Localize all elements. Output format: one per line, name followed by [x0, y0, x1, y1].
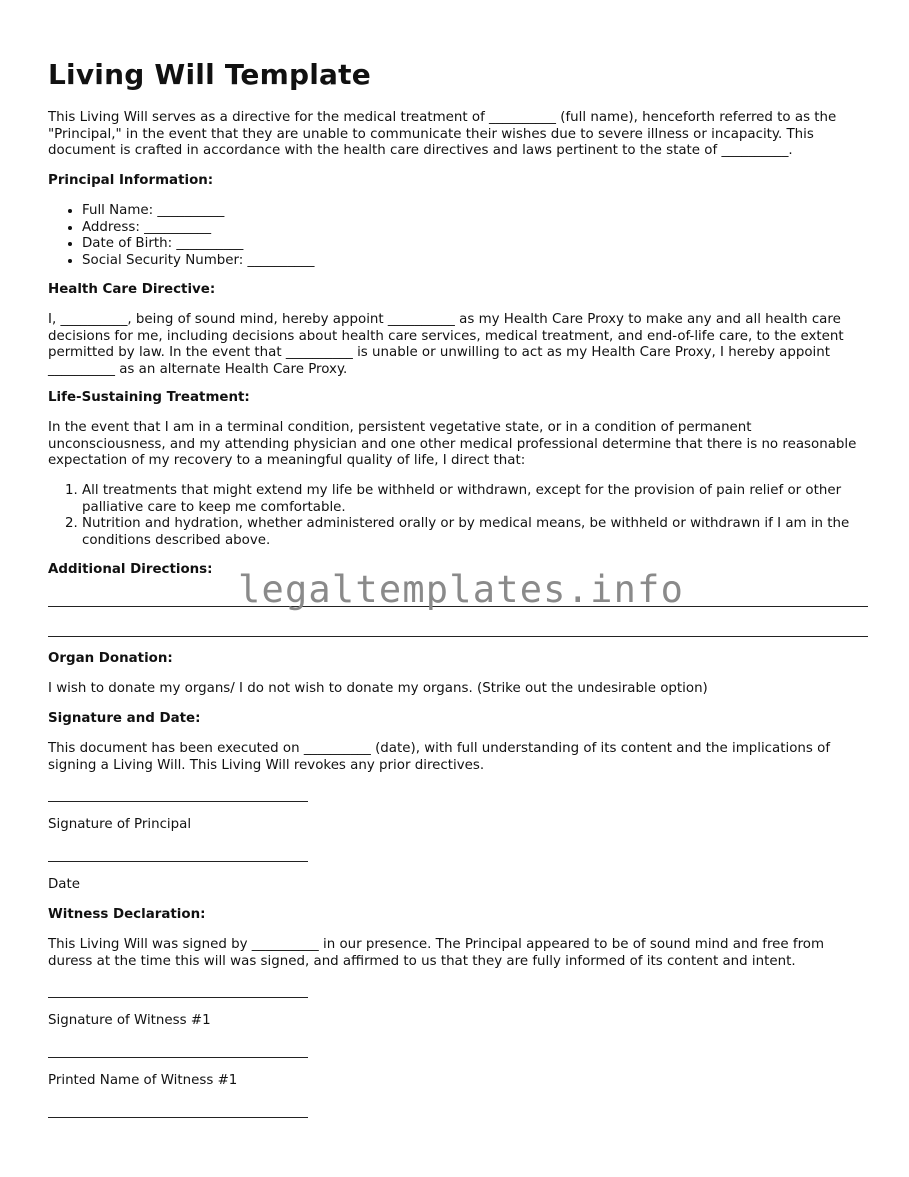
witness1-signature-label: Signature of Witness #1: [48, 1013, 211, 1028]
life-sustaining-text: In the event that I am in a terminal condition, persistent vegetative state, or in a condition of permanent unconsciousness, and my attending physician and one other medical professional determine that there is no reasonable expectation of my recovery to a meaningful quality of life, I direct that:: [48, 420, 857, 468]
additional-directions-heading: Additional Directions:: [48, 562, 213, 577]
witness-heading: Witness Declaration:: [48, 907, 206, 922]
principal-info-list: [48, 203, 902, 269]
signature-date-heading: Signature and Date:: [48, 711, 201, 726]
organ-donation-text: I wish to donate my organs/ I do not wish to donate my organs. (Strike out the undesirable option): [48, 681, 708, 696]
principal-info-heading: Principal Information:: [48, 173, 214, 188]
list-item: • Social Security Number: __________: [82, 253, 902, 270]
watermark: legaltemplates.info: [238, 568, 685, 611]
principal-signature-label: Signature of Principal: [48, 817, 192, 832]
intro-paragraph: This Living Will serves as a directive for the medical treatment of __________ (full name), henceforth referred to as the "Principal," in the event that they are unable to communicate their wishes due to severe illness or incapacity. This document is crafted in accordance with the health care directives and laws pertinent to the state of __________.: [48, 110, 837, 158]
health-care-directive-text: I, __________, being of sound mind, hereby appoint __________ as my Health Care Proxy to make any and all health care decisions for me, including decisions about health care services, medical treatment, and end-of-life care, to the extent permitted by law. In the event that __________ is unable or unwilling to act as my Health Care Proxy, I hereby appoint __________ as an alternate Health Care Proxy.: [48, 312, 844, 377]
witness-text: This Living Will was signed by __________ in our presence. The Principal appeared to be of sound mind and free from duress at the time this will was signed, and affirmed to us that they are fully informed of its content and intent.: [48, 937, 825, 969]
witness-next-line: [48, 1117, 308, 1118]
list-item: • Address: __________: [82, 220, 902, 237]
witness1-name-label: Printed Name of Witness #1: [48, 1073, 238, 1088]
organ-donation-heading: Organ Donation:: [48, 651, 173, 666]
document-title: Living Will Template: [48, 58, 371, 91]
date-line: [48, 861, 308, 862]
witness1-name-line: [48, 1057, 308, 1058]
health-care-directive-heading: Health Care Directive:: [48, 282, 216, 297]
list-item: 2. Nutrition and hydration, whether administered orally or by medical means, be withheld or withdrawn if I am in the conditions described above.: [82, 516, 902, 549]
list-item: 1. All treatments that might extend my life be withheld or withdrawn, except for the provision of pain relief or other palliative care to keep me comfortable.: [82, 483, 902, 516]
life-sustaining-heading: Life-Sustaining Treatment:: [48, 390, 250, 405]
list-item: • Date of Birth: __________: [82, 236, 902, 253]
life-sustaining-list: [48, 483, 902, 549]
directions-line-2: [48, 636, 868, 637]
witness1-signature-line: [48, 997, 308, 998]
signature-date-text: This document has been executed on __________ (date), with full understanding of its content and the implications of signing a Living Will. This Living Will revokes any prior directives.: [48, 741, 831, 773]
date-label: Date: [48, 877, 81, 892]
list-item: • Full Name: __________: [82, 203, 902, 220]
principal-signature-line: [48, 801, 308, 802]
